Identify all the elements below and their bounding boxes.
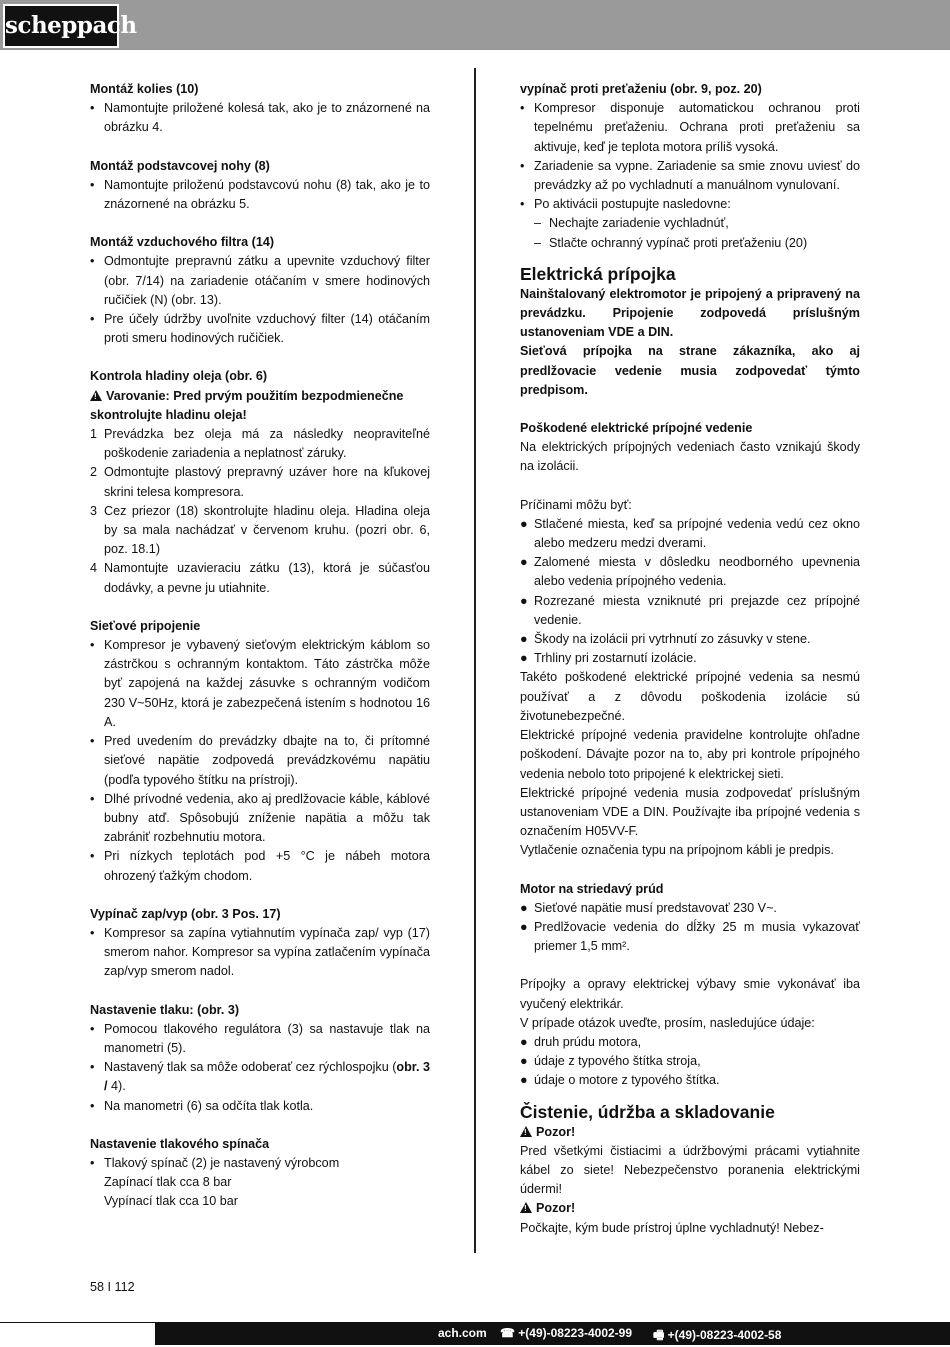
warning-icon [520, 1202, 532, 1213]
section-heading: Montáž kolies (10) [90, 82, 199, 96]
list-item: • Pri nízkych teplotách pod +5 °C je nábeh motora ohrozený ťažkým chodom. [90, 849, 430, 883]
paragraph: Na elektrických prípojných vedeniach často vznikajú škody na izolácii. [520, 440, 860, 474]
warning-icon [520, 1126, 532, 1137]
attention-label: !Pozor! [520, 1199, 860, 1218]
numbered-item: 1 Prevádzka bez oleja má za následky neopraviteľné poškodenie zariadenia a neplatnosť záruky. [90, 427, 430, 461]
section-heading: Nastavenie tlakového spínača [90, 1136, 270, 1151]
list-item: • Namontujte priložené kolesá tak, ako je to znázornené na obrázku 4. [90, 101, 430, 135]
header-bar [0, 0, 950, 50]
section-heading: Montáž podstavcovej nohy (8) [90, 158, 270, 173]
list-item: ● Trhliny pri zostarnutí izolácie. [520, 651, 697, 666]
numbered-item: 4 Namontujte uzavieraciu zátku (13), ktorá je súčasťou dodávky, a pevne ju utiahnite. [90, 561, 430, 595]
list-item: • Tlakový spínač (2) je nastavený výrobcom Zapínací tlak cca 8 bar Vypínací tlak cca 10 bar [90, 1155, 340, 1209]
warning-icon [90, 390, 102, 401]
section-heading: Vypínač zap/vyp (obr. 3 Pos. 17) [90, 906, 281, 921]
list-item: ● Sieťové napätie musí predstavovať 230 V~. [520, 900, 777, 915]
bold-paragraph: Sieťová prípojka na strane zákazníka, ako aj predlžovacie vedenie musia zodpovedať týmto predpisom. [520, 344, 860, 397]
list-item: • Kompresor je vybavený sieťovým elektrickým káblom so zástrčkou s ochranným kontaktom. Táto zástrčka môže byť zapojená na každej zásuvke s ochranným vodičom 230 V~50Hz, ktorá je zabezpečená istením s hodnotou 16 A. [90, 638, 430, 729]
footer-left-block [0, 1322, 155, 1345]
list-item: ● Stlačené miesta, keď sa prípojné vedenia vedú cez okno alebo medzeru medzi dverami. [520, 516, 860, 551]
list-item: ● druh prúdu motora, [520, 1034, 642, 1049]
list-item: ● údaje z typového štítka stroja, [520, 1054, 701, 1069]
list-item: • Pred uvedením do prevádzky dbajte na to, či prítomné sieťové napätie zodpovedá prevádzkovému napätiu (podľa typového štítku na prístroji). [90, 734, 430, 787]
list-item: • Zariadenie sa vypne. Zariadenie sa smie znovu uviesť do prevádzky až po vychladnutí a manuálnom vynulovaní. [520, 158, 860, 193]
footer-phone: ☎ +(49)-08223-4002-99 [500, 1326, 633, 1340]
section-heading: Nastavenie tlaku: (obr. 3) [90, 1002, 240, 1017]
section-heading: vypínač proti preťaženiu (obr. 9, poz. 20) [520, 82, 762, 96]
section-heading: Sieťové pripojenie [90, 618, 201, 633]
list-item: • Po aktivácii postupujte nasledovne: [520, 197, 731, 212]
list-item: ● Rozrezané miesta vzniknuté pri prejazde cez prípojné vedenie. [520, 593, 860, 627]
oil-warning: !Varovanie: Pred prvým použitím bezpodmienečne skontrolujte hladinu oleja! [90, 387, 430, 425]
paragraph: Počkajte, kým bude prístroj úplne vychladnutý! Nebez- [520, 1220, 824, 1235]
list-item: • Odmontujte prepravnú zátku a upevnite vzduchový filter (obr. 7/14) na zariadenie otáčaním v smere hodinových ručičiek (N) (obr. 13). [90, 254, 430, 307]
paragraph: Elektrické prípojné vedenia musia zodpovedať príslušným ustanoveniam VDE a DIN. Používajte iba prípojné vedenia s označením H05VV-F. [520, 785, 860, 839]
attention-label: !Pozor! [520, 1123, 860, 1142]
list-item: • Nastavený tlak sa môže odoberať cez rýchlospojku (obr. 3 / 4). [90, 1060, 431, 1094]
section-heading: Poškodené elektrické prípojné vedenie [520, 421, 753, 436]
paragraph: Príčinami môžu byť: [520, 497, 632, 512]
chapter-heading: Čistenie, údržba a skladovanie [520, 1101, 775, 1122]
list-item: • Pomocou tlakového regulátora (3) sa nastavuje tlak na manometri (5). [90, 1021, 430, 1055]
paragraph: Prípojky a opravy elektrickej výbavy smie vykonávať iba vyučený elektrikár. [520, 977, 860, 1011]
paragraph: Vytlačenie označenia typu na prípojnom kábli je predpis. [520, 843, 834, 858]
list-item: • Dlhé prívodné vedenia, ako aj predlžovacie káble, káblové bubny atď. Spôsobujú zníženie napätia a môžu tak zabrániť rozbehnutiu motora. [90, 791, 430, 845]
paragraph: Elektrické prípojné vedenia pravidelne kontrolujte ohľadne poškodení. Dávajte pozor na to, aby pri kontrole prípojného vedenia nebolo toto pripojené k elektrickej sieti. [520, 728, 860, 781]
list-item: • Na manometri (6) sa odčíta tlak kotla. [90, 1098, 314, 1113]
section-heading: Kontrola hladiny oleja (obr. 6) [90, 369, 268, 384]
list-item: ● Zalomené miesta v dôsledku neodborného upevnenia alebo vedenia prípojného vedenia. [520, 555, 860, 589]
dash-item: – Stlačte ochranný vypínač proti preťaženiu (20) [534, 235, 808, 250]
list-item: • Pre účely údržby uvoľnite vzduchový filter (14) otáčaním proti smeru hodinových ručičiek. [90, 312, 430, 346]
section-heading: Montáž vzduchového filtra (14) [90, 235, 275, 250]
paragraph: Takéto poškodené elektrické prípojné vedenia sa nesmú používať a z dôvodu poškodenia izolácie sú životunebezpečné. [520, 670, 860, 723]
footer-website: ach.com [438, 1326, 487, 1340]
section-heading: Motor na striedavý prúd [520, 881, 664, 896]
brand-logo: scheppach [3, 4, 119, 48]
column-divider [474, 68, 476, 1253]
numbered-item: 2 Odmontujte plastový prepravný uzáver hore na kľukovej skrini telesa kompresora. [90, 465, 430, 499]
list-item: • Namontujte priloženú podstavcovú nohu (8) tak, ako je to znázornené na obrázku 5. [90, 177, 430, 212]
list-item: ● Predlžovacie vedenia do dĺžky 25 m musia vykazovať priemer 1,5 mm². [520, 919, 860, 954]
list-item: • Kompresor disponuje automatickou ochranou proti tepelnému preťaženiu. Ochrana proti preťaženiu sa aktivuje, keď je teplota motora príliš vysoká. [520, 101, 860, 154]
numbered-item: 3 Cez priezor (18) skontrolujte hladinu oleja. Hladina oleja by sa mala nachádzať v červenom kruhu. (pozri obr. 6, poz. 18.1) [90, 503, 430, 557]
bold-paragraph: Nainštalovaný elektromotor je pripojený a pripravený na prevádzku. Pripojenie zodpovedá príslušným ustanoveniam VDE a DIN. [520, 286, 860, 340]
paragraph: Pred všetkými čistiacimi a údržbovými prácami vytiahnite kábel zo siete! Nebezpečenstvo poranenia elektrickými údermi! [520, 1143, 860, 1197]
page-number: 58 I 112 [90, 1280, 135, 1294]
left-column [90, 80, 430, 1212]
list-item: • Kompresor sa zapína vytiahnutím vypínača zap/ vyp (17) smerom nahor. Kompresor sa vypína zatlačením vypínača zap/vyp smerom nadol. [90, 925, 430, 979]
list-item: ● Škody na izolácii pri vytrhnutí zo zásuvky v stene. [520, 632, 811, 647]
chapter-heading: Elektrická prípojka [520, 263, 676, 284]
paragraph: V prípade otázok uveďte, prosím, nasledujúce údaje: [520, 1015, 815, 1030]
list-item: ● údaje o motore z typového štítka. [520, 1073, 720, 1088]
footer-fax: 🖷 +(49)-08223-4002-58 [653, 1328, 782, 1342]
right-column [520, 80, 860, 1238]
dash-item: – Nechajte zariadenie vychladnúť, [534, 216, 729, 231]
